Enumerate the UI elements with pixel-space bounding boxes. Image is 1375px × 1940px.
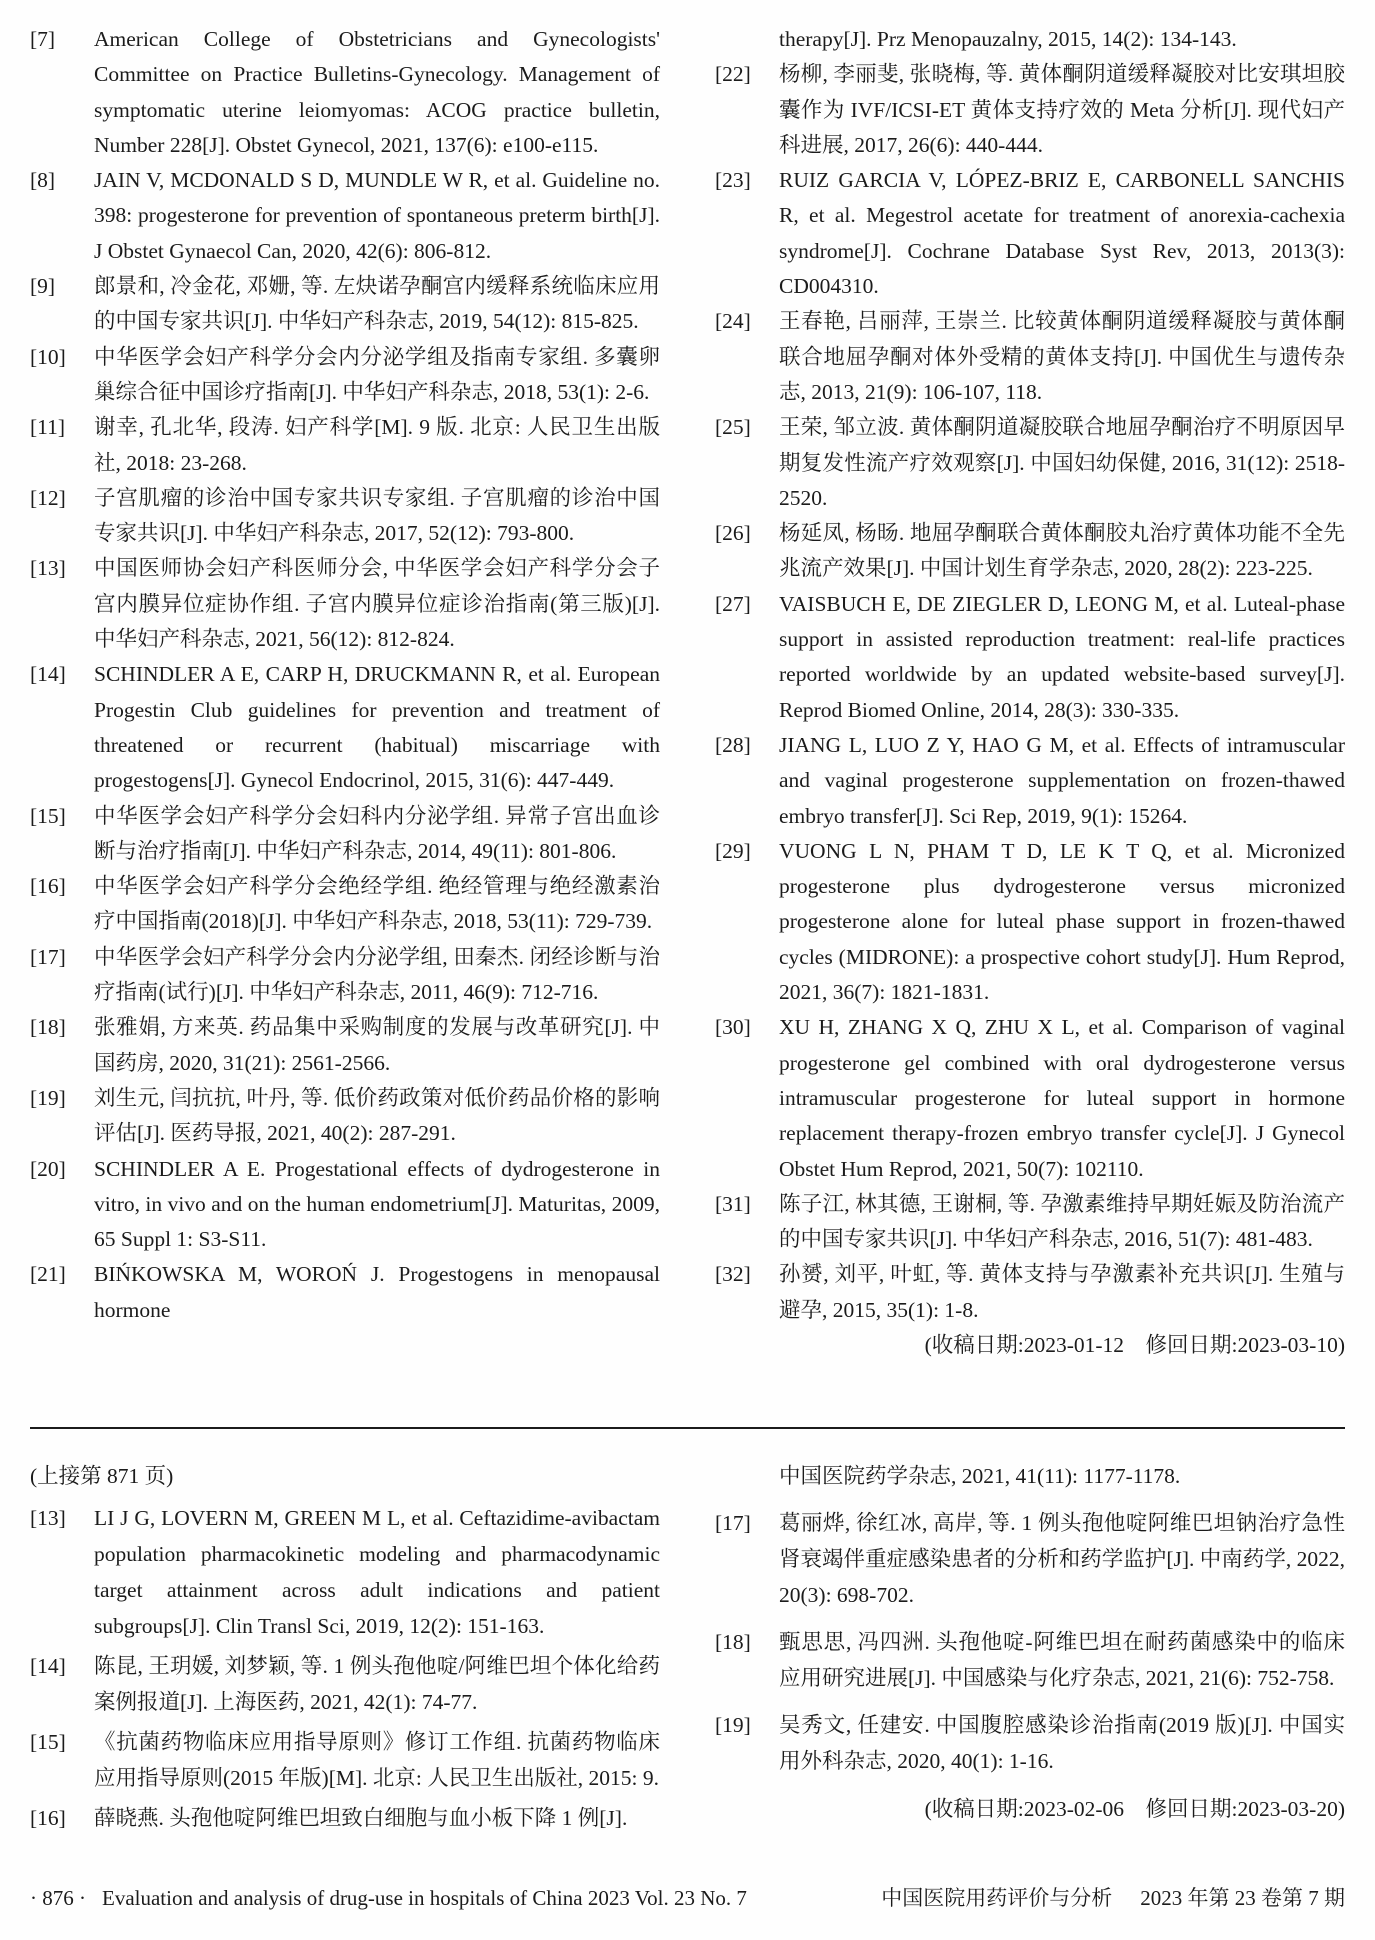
top-left-column: [30, 22, 660, 1363]
reference-text: 王荣, 邹立波. 黄体酮阴道凝胶联合地屈孕酮治疗不明原因早期复发性流产疗效观察[J]. 中国妇幼保健, 2016, 31(12): 2518-2520.: [779, 415, 1345, 510]
reference-text: 郎景和, 冷金花, 邓姗, 等. 左炔诺孕酮宫内缓释系统临床应用的中国专家共识[J]. 中华妇产科杂志, 2019, 54(12): 815-825.: [94, 274, 660, 334]
two-column-layout: [30, 22, 1345, 1363]
reference-item: [30, 940, 660, 1011]
reference-text: 中华医学会妇产科学分会内分泌学组及指南专家组. 多囊卵巢综合征中国诊疗指南[J]. 中华妇产科杂志, 2018, 53(1): 2-6.: [94, 344, 660, 404]
reference-number: [24]: [715, 309, 751, 334]
reference-text: 《抗菌药物临床应用指导原则》修订工作组. 抗菌药物临床应用指导原则(2015 年版)[M]. 北京: 人民卫生出版社, 2015: 9.: [94, 1730, 660, 1790]
reference-text: 中华医学会妇产科学分会绝经学组. 绝经管理与绝经激素治疗中国指南(2018)[J]. 中华妇产科杂志, 2018, 53(11): 729-739.: [94, 874, 660, 934]
reference-item: [715, 728, 1345, 834]
reference-number: [30]: [715, 1015, 751, 1040]
reference-item: [30, 22, 660, 163]
reference-item: [715, 410, 1345, 516]
reference-number: [12]: [30, 485, 66, 510]
reference-number: [15]: [30, 803, 66, 828]
page-footer: [30, 1884, 1345, 1912]
reference-item: [715, 587, 1345, 728]
top-right-column: [715, 22, 1345, 1363]
received-dates-note: (收稿日期:2023-02-06 修回日期:2023-03-20): [924, 1797, 1345, 1821]
references-section-continued: [30, 1458, 1345, 1868]
reference-text: 陈昆, 王玥媛, 刘梦颖, 等. 1 例头孢他啶/阿维巴坦个体化给药案例报道[J]. 上海医药, 2021, 42(1): 74-77.: [94, 1654, 660, 1714]
reference-number: [13]: [30, 1506, 66, 1530]
reference-item: [30, 1081, 660, 1152]
reference-text: 王春艳, 吕丽萍, 王崇兰. 比较黄体酮阴道缓释凝胶与黄体酮联合地屈孕酮对体外受精的黄体支持[J]. 中国优生与遗传杂志, 2013, 21(9): 106-107, 118.: [779, 309, 1345, 404]
reference-text: 张雅娟, 方来英. 药品集中采购制度的发展与改革研究[J]. 中国药房, 2020, 31(21): 2561-2566.: [94, 1015, 660, 1075]
reference-number: [31]: [715, 1191, 751, 1216]
reference-number: [20]: [30, 1156, 66, 1181]
reference-item: [30, 799, 660, 870]
journal-title-english: Evaluation and analysis of drug-use in hospitals of China 2023 Vol. 23 No. 7: [102, 1886, 747, 1910]
reference-number: [16]: [30, 874, 66, 899]
reference-number: [17]: [30, 944, 66, 969]
reference-text: 刘生元, 闫抗抗, 叶丹, 等. 低价药政策对低价药品价格的影响评估[J]. 医药导报, 2021, 40(2): 287-291.: [94, 1085, 660, 1146]
reference-text: VAISBUCH E, DE ZIEGLER D, LEONG M, et al. Luteal-phase support in assisted reproduction treatment: real-life practices reported worldwide by an updated website-based survey[J]. Reprod Biomed Online, 2014, 28(3): 330-335.: [779, 591, 1345, 722]
reference-number: [18]: [30, 1015, 66, 1040]
reference-text: 中华医学会妇产科学分会内分泌学组, 田秦杰. 闭经诊断与治疗指南(试行)[J]. 中华妇产科杂志, 2011, 46(9): 712-716.: [94, 944, 660, 1005]
reference-text: 中华医学会妇产科学分会妇科内分泌学组. 异常子宫出血诊断与治疗指南[J]. 中华妇产科杂志, 2014, 49(11): 801-806.: [94, 803, 660, 863]
reference-number: [23]: [715, 168, 751, 193]
two-column-layout: [30, 1458, 1345, 1836]
reference-number: [10]: [30, 344, 66, 369]
reference-number: [19]: [715, 1713, 751, 1737]
reference-text: 子宫肌瘤的诊治中国专家共识专家组. 子宫肌瘤的诊治中国专家共识[J]. 中华妇产科杂志, 2017, 52(12): 793-800.: [94, 485, 660, 546]
reference-item: [715, 834, 1345, 1010]
reference-item: [715, 57, 1345, 163]
reference-text: LI J G, LOVERN M, GREEN M L, et al. Ceftazidime-avibactam population pharmacokinetic modeling and pharmacodynamic target attainment across adult indications and patient subgroups[J]. Clin Transl Sci, 2019, 12(2): 151-163.: [94, 1506, 660, 1638]
reference-item: [715, 516, 1345, 587]
reference-item: [30, 1800, 660, 1836]
reference-number: [14]: [30, 662, 66, 687]
reference-item: [30, 410, 660, 481]
reference-text: JAIN V, MCDONALD S D, MUNDLE W R, et al. Guideline no. 398: progesterone for prevention of spontaneous preterm birth[J]. J Obstet Gynaecol Can, 2020, 42(6): 806-812.: [94, 168, 660, 263]
reference-item: [30, 1010, 660, 1081]
reference-text: 杨延凤, 杨旸. 地屈孕酮联合黄体酮胶丸治疗黄体功能不全先兆流产效果[J]. 中国计划生育学杂志, 2020, 28(2): 223-225.: [779, 521, 1345, 581]
reference-text: 孙赟, 刘平, 叶虹, 等. 黄体支持与孕激素补充共识[J]. 生殖与避孕, 2015, 35(1): 1-8.: [779, 1262, 1345, 1322]
reference-number: [17]: [715, 1511, 751, 1535]
reference-item: [715, 1624, 1345, 1696]
reference-text: 吴秀文, 任建安. 中国腹腔感染诊治指南(2019 版)[J]. 中国实用外科杂志, 2020, 40(1): 1-16.: [779, 1713, 1345, 1773]
reference-text: 中国医院药学杂志, 2021, 41(11): 1177-1178.: [779, 1464, 1181, 1488]
reference-text: SCHINDLER A E, CARP H, DRUCKMANN R, et al. European Progestin Club guidelines for prevention and treatment of threatened or recurrent (habitual) miscarriage with progestogens[J]. Gynecol Endocrinol, 2015, 31(6): 447-449.: [94, 662, 660, 793]
reference-text: American College of Obstetricians and Gynecologists' Committee on Practice Bulletins-Gynecology. Management of symptomatic uterine leiomyomas: ACOG practice bulletin, Number 228[J]. Obstet Gynecol, 2021, 137(6): e100-e115.: [94, 27, 660, 157]
section-divider: [30, 1427, 1345, 1429]
reference-number: [15]: [30, 1730, 66, 1754]
reference-item: [715, 1505, 1345, 1613]
reference-number: [25]: [715, 415, 751, 440]
reference-text: JIANG L, LUO Z Y, HAO G M, et al. Effects of intramuscular and vaginal progesterone supplementation on frozen-thawed embryo transfer[J]. Sci Rep, 2019, 9(1): 15264.: [779, 732, 1345, 828]
reference-number: [715, 22, 779, 57]
reference-item: [30, 1500, 660, 1644]
reference-number: [14]: [30, 1654, 66, 1678]
reference-item: [715, 163, 1345, 304]
page-number: · 876 ·: [30, 1886, 86, 1910]
journal-issue-chinese: 2023 年第 23 卷第 7 期: [1140, 1886, 1345, 1910]
reference-number: [22]: [715, 62, 751, 87]
reference-text: 中国医师协会妇产科医师分会, 中华医学会妇产科学分会子宫内膜异位症协作组. 子宫内膜异位症诊治指南(第三版)[J]. 中华妇产科杂志, 2021, 56(12): 812-824.: [94, 556, 660, 652]
reference-text: 陈子江, 林其德, 王谢桐, 等. 孕激素维持早期妊娠及防治流产的中国专家共识[J]. 中华妇产科杂志, 2016, 51(7): 481-483.: [779, 1191, 1345, 1252]
reference-item: [715, 1257, 1345, 1328]
reference-text: RUIZ GARCIA V, LÓPEZ-BRIZ E, CARBONELL SANCHIS R, et al. Megestrol acetate for treatment of anorexia-cachexia syndrome[J]. Cochrane Database Syst Rev, 2013, 2013(3): CD004310.: [779, 168, 1345, 299]
bottom-right-column: [715, 1458, 1345, 1836]
reference-item: [715, 1707, 1345, 1779]
reference-text: 薛晓燕. 头孢他啶阿维巴坦致白细胞与血小板下降 1 例[J].: [94, 1806, 628, 1830]
reference-text: SCHINDLER A E. Progestational effects of dydrogesterone in vitro, in vivo and on the human endometrium[J]. Maturitas, 2009, 65 Suppl 1: S3-S11.: [94, 1156, 660, 1252]
footer-right: [881, 1884, 1345, 1912]
reference-number: [8]: [30, 168, 56, 193]
reference-continuation: [715, 22, 1345, 57]
reference-item: [715, 1187, 1345, 1258]
reference-text: 甄思思, 冯四洲. 头孢他啶-阿维巴坦在耐药菌感染中的临床应用研究进展[J]. 中国感染与化疗杂志, 2021, 21(6): 752-758.: [779, 1630, 1345, 1690]
continued-from-note: (上接第 871 页): [30, 1464, 174, 1488]
bottom-left-column: [30, 1458, 660, 1836]
reference-item: [30, 869, 660, 940]
reference-item: [30, 551, 660, 657]
reference-item: [715, 1010, 1345, 1186]
reference-continuation: [715, 1458, 1345, 1494]
reference-item: [30, 340, 660, 411]
reference-number: [9]: [30, 274, 56, 299]
reference-number: [28]: [715, 732, 751, 757]
reference-number: [16]: [30, 1806, 66, 1830]
reference-item: [30, 1152, 660, 1258]
footer-left: [30, 1884, 747, 1912]
references-section-top: [30, 22, 1345, 1422]
reference-item: [30, 269, 660, 340]
reference-number: [32]: [715, 1262, 751, 1287]
reference-text: 谢幸, 孔北华, 段涛. 妇产科学[M]. 9 版. 北京: 人民卫生出版社, 2018: 23-268.: [94, 415, 660, 475]
reference-number: [11]: [30, 415, 66, 440]
journal-title-chinese: 中国医院用药评价与分析: [881, 1886, 1113, 1910]
reference-item: [30, 481, 660, 552]
reference-number: [21]: [30, 1262, 66, 1287]
reference-item: [30, 657, 660, 798]
reference-number: [18]: [715, 1630, 751, 1654]
reference-item: [30, 1724, 660, 1796]
reference-number: [7]: [30, 27, 56, 51]
reference-item: [30, 163, 660, 269]
received-dates-note: (收稿日期:2023-01-12 修回日期:2023-03-10): [924, 1332, 1345, 1357]
reference-text: BIŃKOWSKA M, WOROŃ J. Progestogens in menopausal hormone: [94, 1262, 660, 1322]
reference-text: VUONG L N, PHAM T D, LE K T Q, et al. Micronized progesterone plus dydrogesterone versus micronized progesterone alone for luteal phase support in frozen-thawed cycles (MIDRONE): a prospective cohort study[J]. Hum Reprod, 2021, 36(7): 1821-1831.: [779, 838, 1345, 1005]
reference-number: [29]: [715, 838, 751, 863]
reference-number: [19]: [30, 1085, 66, 1110]
reference-number: [26]: [715, 521, 751, 546]
reference-text: therapy[J]. Prz Menopauzalny, 2015, 14(2): 134-143.: [779, 27, 1237, 51]
reference-number: [715, 1458, 779, 1494]
reference-item: [30, 1648, 660, 1720]
reference-text: 葛丽烨, 徐红冰, 高岸, 等. 1 例头孢他啶阿维巴坦钠治疗急性肾衰竭伴重症感染患者的分析和药学监护[J]. 中南药学, 2022, 20(3): 698-702.: [779, 1511, 1345, 1607]
reference-item: [30, 1257, 660, 1328]
reference-item: [715, 304, 1345, 410]
reference-number: [13]: [30, 556, 66, 581]
reference-number: [27]: [715, 591, 751, 616]
reference-text: 杨柳, 李丽斐, 张晓梅, 等. 黄体酮阴道缓释凝胶对比安琪坦胶囊作为 IVF/ICSI-ET 黄体支持疗效的 Meta 分析[J]. 现代妇产科进展, 2017, 26(6): 440-444.: [779, 62, 1345, 157]
reference-text: XU H, ZHANG X Q, ZHU X L, et al. Comparison of vaginal progesterone gel combined with oral dydrogesterone versus intramuscular progesterone for luteal support in hormone replacement therapy-frozen embryo transfer cycle[J]. J Gynecol Obstet Hum Reprod, 2021, 50(7): 102110.: [779, 1015, 1345, 1181]
